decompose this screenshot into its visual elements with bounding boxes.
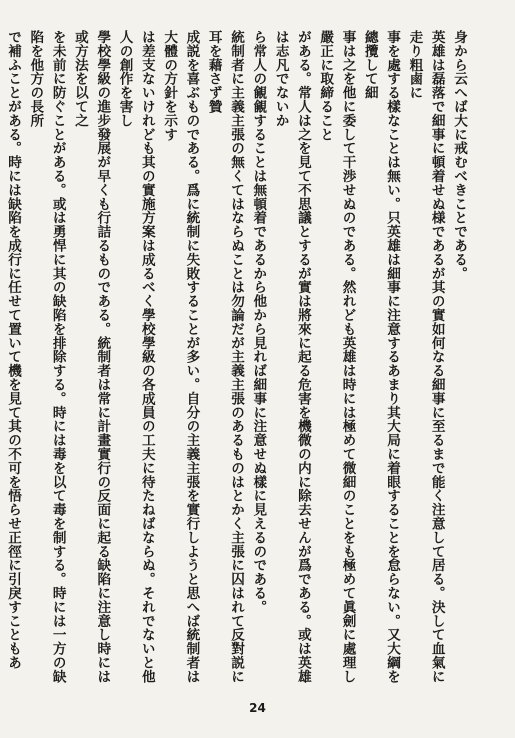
text-line: 事は之を他に委して干渉せぬのである。然れども英雄は時には極めて微細のことをも極めて眞劍に處理し嚴正に取締ること	[317, 30, 356, 684]
text-line: 統制者に主義主張の無くてはならぬことは勿論だが主義主張のあるものはとかく主張に囚はれて反對説に耳を藉さず贊	[205, 30, 245, 684]
text-line: 身から云へば大に戒むべきことである。	[451, 30, 467, 281]
text-line: で補ふことがある。時には缺陷を成行に任せて置いて機を見て其の不可を悟らせ正徑に引戾すこともあ	[5, 30, 22, 670]
text-line: を未前に防ぐことがある。或は勇悍に其の缺陷を排除する。時には毒を以て毒を制する。時には一方の缺陷を他方の長所	[27, 30, 66, 684]
text-line: ら常人の覦覦することは無頓着であるから他から見れば細事に注意せぬ樣に見えるのである。	[250, 30, 267, 614]
text-line: は差支ないけれども其の實施方案は成るべく學校學級の各成員の工夫に待たねばならぬ。それでないと他人の創作を害し	[116, 30, 155, 684]
text-line: 成説を喜ぶものである。爲に統制に失敗することが多い。自分の主義主張を實行しようと思へば統制者は大體の方針を示す	[161, 30, 200, 684]
page-number: 24	[249, 701, 266, 715]
text-line: がある。常人は之を見て不思議とするが實は將來に起る危害を機微の内に除去せんが爲である。或は英雄は志凡でないか	[272, 30, 311, 684]
text-line: 事を處する樣なことは無い。只英雄は細事に注意するあまり其大局に着眼することを怠らない。又大綱を總攬して細	[361, 30, 401, 684]
text-line: 學校學級の進步發展が早くも行詰るものである。統制者は常に計畫實行の反面に起る缺陷に注意し時には或方法を以て之	[71, 30, 111, 684]
body-text	[5, 30, 470, 692]
text-line: 英雄は磊落で細事に頓着せぬ様であるが其の實如何なる細事に至るまで能く注意して居る。決して血氣に走り粗鹵に	[406, 30, 445, 684]
